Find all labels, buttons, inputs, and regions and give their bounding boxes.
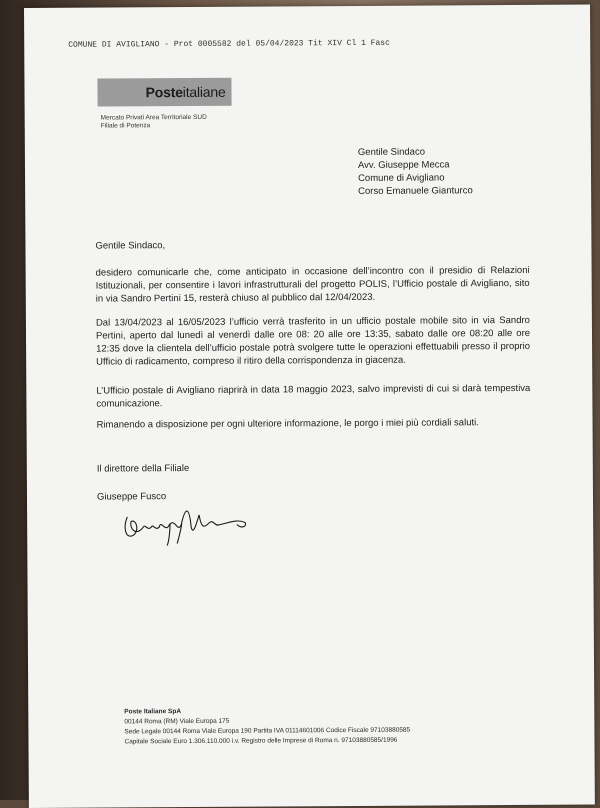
footer-line3: Capitale Sociale Euro 1.306.110.000 i.v. Registro delle Imprese di Roma n. 97103880585/1996 [124, 736, 398, 746]
recipient-address [358, 145, 473, 198]
logo-text-light: italiane [182, 83, 226, 101]
recipient-line2: Avv. Giuseppe Mecca [357, 159, 450, 171]
protocol-stamp: COMUNE DI AVIGLIANO - Prot 0005582 del 05/04/2023 Tit XIV Cl 1 Fasc [68, 38, 390, 50]
recipient-line3: Comune di Avigliano [358, 172, 445, 184]
poste-italiane-logo [97, 78, 231, 107]
letter-paragraph-1: desidero comunicarle che, come anticipato in occasione dell’incontro con il presidio di Relazioni Istituzionali, per consentire i lavori infrastrutturali del progetto POLIS, l’Ufficio postale di Avigliano, sito in via Sandro Pertini 15, resterà chiuso al pubblico dal 12/04/2023. [95, 264, 530, 305]
handwritten-signature [119, 497, 259, 548]
signatory-name: Giuseppe Fusco [96, 491, 167, 503]
letter-paragraph-3: L’Ufficio postale di Avigliano riaprirà in data 18 maggio 2023, salvo imprevisti di cui si darà tempestiva comunicazione. [96, 382, 531, 410]
footer-company: Poste Italiane SpA [124, 708, 182, 716]
sender-area [101, 114, 207, 131]
recipient-line4: Corso Emanuele Gianturco [358, 185, 473, 197]
footer-line2: Sede Legale 00144 Roma Viale Europa 190 Partita IVA 01114601006 Codice Fiscale 97103880585 [124, 726, 411, 736]
logo-text-bold: Poste [145, 84, 183, 101]
letter-greeting: Gentile Sindaco, [95, 240, 166, 252]
sender-area-line2: Filiale di Potenza [100, 122, 151, 130]
letter-sheet [24, 5, 595, 808]
letter-paragraph-2: Dal 13/04/2023 al 16/05/2023 l’ufficio verrà trasferito in un ufficio postale mobile sito in via Sandro Pertini, aperto dal lunedì al venerdì dalle ore 08: 20 alle ore 13:35, sabato dalle ore 08:20 alle ore 12:35 dove la clientela dell’ufficio postale potrà svolgere tutte le operazioni effettuabili presso il proprio Ufficio di radicamento, compreso il ritiro della corrispondenza in giacenza. [95, 314, 531, 368]
letter-paragraph-4: Rimanendo a disposizione per ogni ulteriore informazione, le porgo i miei più cordiali saluti. [96, 417, 479, 431]
company-footer [124, 706, 410, 748]
footer-line1: 00144 Roma (RM) Viale Europa 175 [124, 717, 230, 726]
signatory-title: Il direttore della Filiale [96, 462, 190, 475]
sender-area-line1: Mercato Privati Area Territoriale SUD [100, 113, 207, 122]
recipient-line1: Gentile Sindaco [357, 146, 425, 158]
